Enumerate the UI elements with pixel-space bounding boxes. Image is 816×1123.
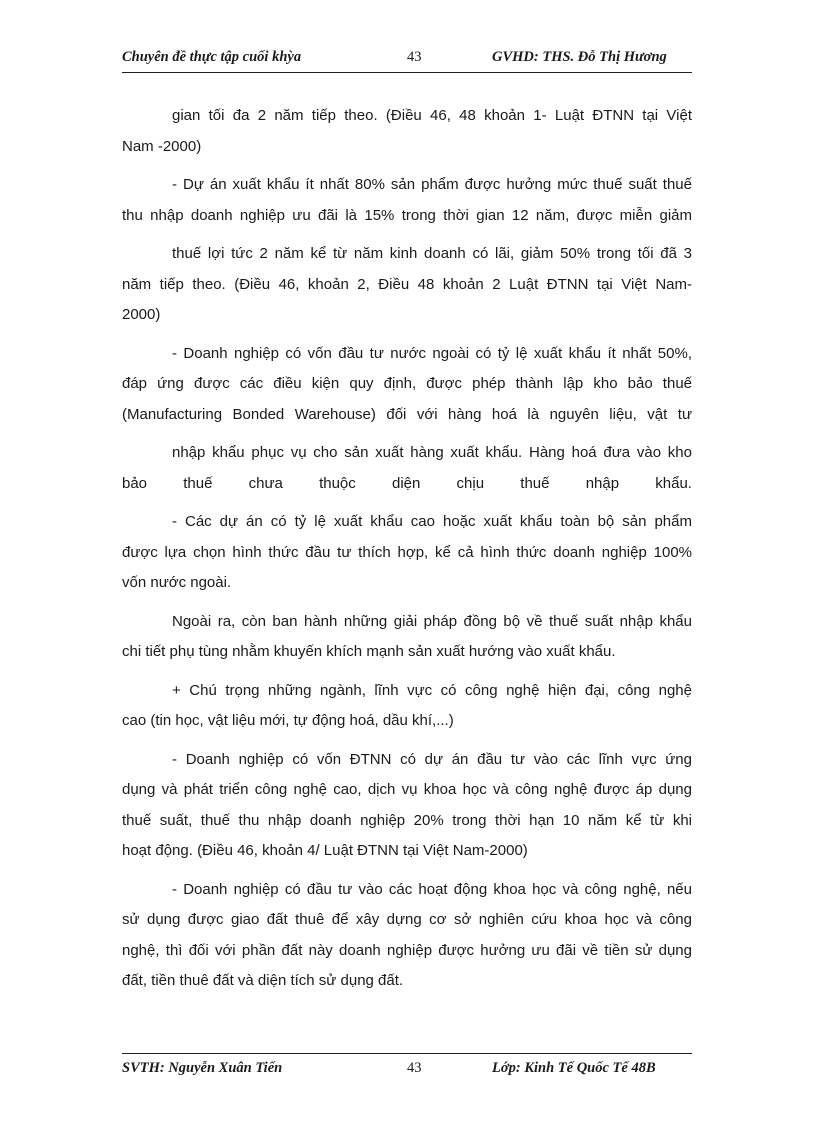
page-header (122, 49, 692, 73)
text-line: - Doanh nghiệp có vốn đầu tư nước ngoài có tỷ lệ xuất khẩu ít nhất 50%, (172, 344, 692, 362)
text-line: gian tối đa 2 năm tiếp theo. (Điều 46, 48 khoản 1- Luật ĐTNN tại Việt (172, 107, 692, 124)
header-title: Chuyên đề thực tập cuối khỳa (122, 49, 302, 65)
text-line: hoạt động. (Điều 46, khoản 4/ Luật ĐTNN tại Việt Nam-2000) (122, 842, 528, 859)
text-line: Nam -2000) (122, 137, 202, 155)
text-line: đáp ứng được các điều kiện quy định, được phép thành lập kho bảo thuế (122, 375, 692, 392)
word: thuộc (319, 474, 356, 492)
page-footer (122, 1060, 692, 1084)
paragraph (122, 438, 692, 499)
header-page-number: 43 (407, 49, 422, 65)
paragraph (122, 239, 692, 331)
text-line: năm tiếp theo. (Điều 46, khoản 2, Điều 48 khoản 2 Luật ĐTNN tại Việt Nam- (122, 275, 692, 293)
text-line: nhập khẩu phục vụ cho sản xuất hàng xuất khẩu. Hàng hoá đưa vào kho (172, 444, 692, 461)
paragraph (122, 875, 692, 997)
text-line: vốn nước ngoài. (122, 574, 232, 591)
word: nhập (585, 474, 620, 492)
word: thuế (520, 474, 550, 492)
word: chưa (248, 474, 283, 492)
text-line: được lựa chọn hình thức đầu tư thích hợp, kể cả hình thức doanh nghiệp 100% (122, 543, 692, 561)
text-line: đất, tiền thuê đất và diện tích sử dụng đất. (122, 972, 404, 989)
text-line: dụng và phát triển công nghệ cao, dịch vụ khoa học và công nghệ được áp dụng (122, 781, 692, 798)
footer-student: SVTH: Nguyễn Xuân Tiến (122, 1060, 283, 1076)
paragraph (122, 676, 692, 737)
header-rule (122, 72, 692, 73)
text-line: 2000) (122, 306, 161, 323)
paragraph (122, 507, 692, 599)
word: thuế (183, 474, 213, 492)
word: chịu (456, 474, 485, 492)
footer-page-number: 43 (407, 1060, 422, 1076)
text-line: - Doanh nghiệp có vốn ĐTNN có dự án đầu tư vào các lĩnh vực ứng (172, 750, 692, 768)
text-line: sử dụng được giao đất thuê để xây dựng cơ sở nghiên cứu khoa học và công (122, 911, 692, 928)
text-line: chi tiết phụ tùng nhằm khuyến khích mạnh sản xuất hướng vào xuất khẩu. (122, 643, 616, 660)
text-line: cao (tin học, vật liệu mới, tự động hoá, dầu khí,...) (122, 712, 454, 729)
text-line: (Manufacturing Bonded Warehouse) đối với hàng hoá là nguyên liệu, vật tư (122, 405, 692, 423)
footer-class: Lớp: Kinh Tế Quốc Tế 48B (492, 1060, 656, 1076)
text-line: - Các dự án có tỷ lệ xuất khẩu cao hoặc xuất khẩu toàn bộ sản phẩm (172, 513, 692, 530)
paragraph (122, 745, 692, 867)
text-line: - Doanh nghiệp có đầu tư vào các hoạt động khoa học và công nghệ, nếu (172, 880, 692, 898)
paragraph (122, 101, 692, 162)
text-line (122, 469, 692, 500)
body-text (122, 101, 692, 997)
header-advisor: GVHD: THS. Đỗ Thị Hương (492, 49, 667, 65)
word: bảo (122, 474, 148, 492)
paragraph (122, 339, 692, 431)
paragraph (122, 170, 692, 231)
footer-rule (122, 1053, 692, 1054)
word: diện (391, 474, 421, 492)
text-line: + Chú trọng những ngành, lĩnh vực có công nghệ hiện đại, công nghệ (172, 681, 692, 699)
word: khẩu. (655, 474, 692, 492)
text-line: thu nhập doanh nghiệp ưu đãi là 15% trong thời gian 12 năm, được miễn giảm (122, 206, 692, 224)
text-line: thuế lợi tức 2 năm kể từ năm kinh doanh có lãi, giảm 50% trong tối đã 3 (172, 245, 692, 262)
text-line: nghệ, thì đối với phần đất này doanh nghiệp được hưởng ưu đãi về tiền sử dụng (122, 941, 692, 959)
text-line: thuế suất, thuế thu nhập doanh nghiệp 20% trong thời hạn 10 năm kể từ khi (122, 811, 692, 829)
paragraph (122, 607, 692, 668)
text-line: Ngoài ra, còn ban hành những giải pháp đồng bộ về thuế suất nhập khẩu (172, 612, 692, 630)
text-line: - Dự án xuất khẩu ít nhất 80% sản phẩm được hưởng mức thuế suất thuế (172, 176, 692, 193)
